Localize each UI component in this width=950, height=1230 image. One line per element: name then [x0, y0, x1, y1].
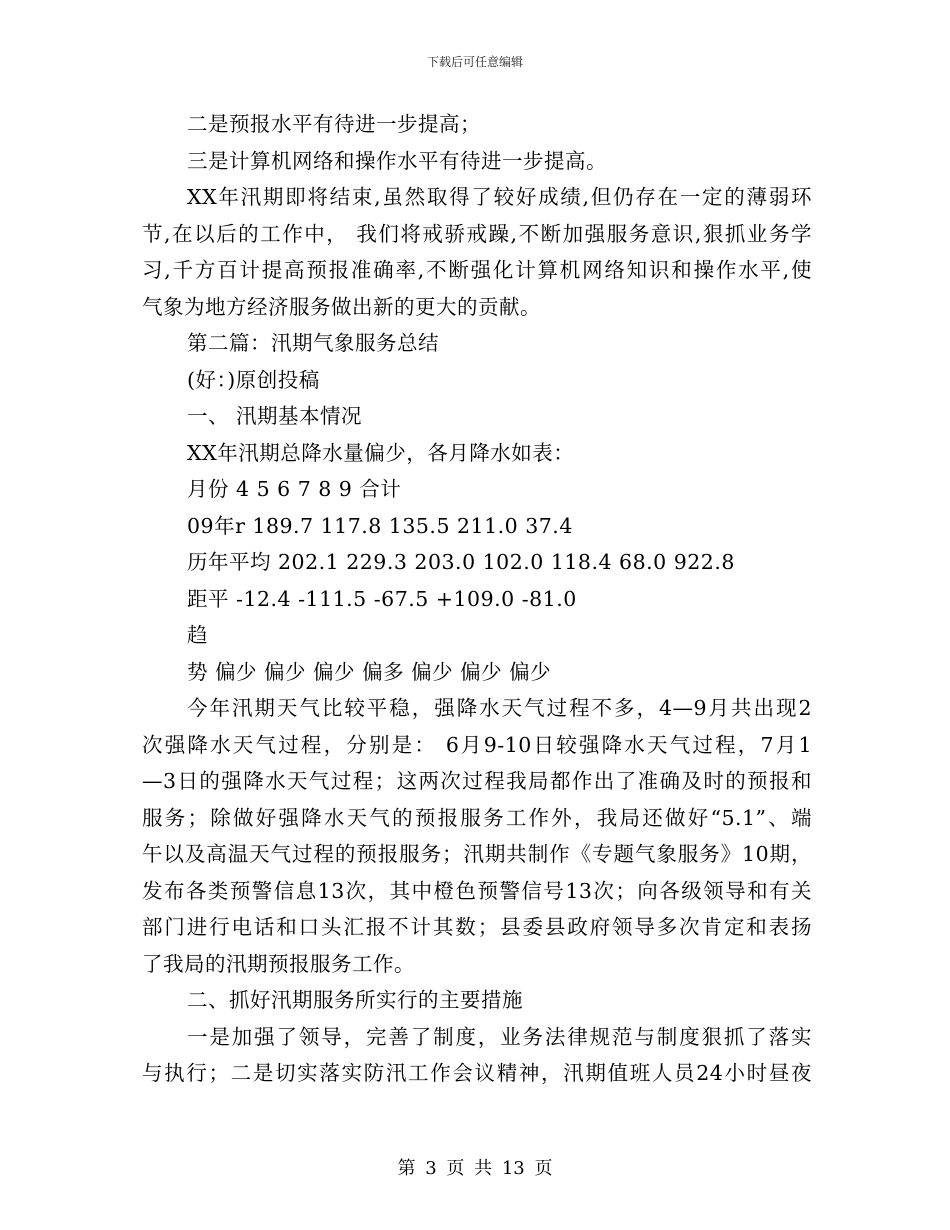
text-line: 了我局的汛期预报服务工作。 — [142, 951, 415, 976]
text-line: 午以及高温天气过程的预报服务；汛期共制作《专题气象服务》10期， — [142, 842, 812, 866]
document-body — [142, 106, 812, 1092]
text-line: 趋 — [187, 623, 208, 647]
text-line: —3日的强降水天气过程；这两次过程我局都作出了准确及时的预报和 — [142, 769, 812, 793]
text-line: XX年汛期总降水量偏少，各月降水如表： — [187, 440, 575, 465]
text-line: 习,千方百计提高预报准确率,不断强化计算机网络知识和操作水平,使 — [142, 258, 812, 282]
page-footer: 第 3 页 共 13 页 — [397, 1158, 553, 1179]
text-line: 历年平均 202.1 229.3 203.0 102.0 118.4 68.0 922.8 — [187, 550, 735, 574]
text-line: (好：)原创投稿 — [187, 367, 320, 392]
text-line: 三是计算机网络和操作水平有待进一步提高。 — [187, 148, 607, 173]
text-line: 一是加强了领导，完善了制度，业务法律规范与制度狠抓了落实 — [187, 1024, 812, 1049]
text-line: 距平 -12.4 -111.5 -67.5 +109.0 -81.0 — [187, 586, 577, 611]
text-line: 二、抓好汛期服务所实行的主要措施 — [187, 988, 523, 1012]
text-line: 与执行；二是切实落实防汛工作会议精神，汛期值班人员24小时昼夜 — [142, 1061, 812, 1085]
text-line: 二是预报水平有待进一步提高； — [187, 112, 481, 136]
text-line: 势 偏少 偏少 偏少 偏多 偏少 偏少 偏少 — [187, 659, 552, 684]
text-line: 节,在以后的工作中， 我们将戒骄戒躁,不断加强服务意识,狠抓业务学 — [142, 221, 812, 246]
text-line: 一、 汛期基本情况 — [187, 404, 363, 428]
text-line: 发布各类预警信息13次，其中橙色预警信号13次；向各级领导和有关 — [142, 878, 812, 903]
text-line: 今年汛期天气比较平稳，强降水天气过程不多，4—9月共出现2 — [187, 696, 812, 720]
text-line: 服务；除做好强降水天气的预报服务工作外，我局还做好“5.1”、端 — [142, 805, 812, 830]
text-line: 月份 4 5 6 7 8 9 合计 — [187, 477, 402, 501]
text-line: 第二篇：汛期气象服务总结 — [187, 331, 439, 355]
text-line: 部门进行电话和口头汇报不计其数；县委县政府领导多次肯定和表扬 — [142, 915, 812, 939]
text-line: 气象为地方经济服务做出新的更大的贡献。 — [142, 294, 541, 319]
text-line: XX年汛期即将结束,虽然取得了较好成绩,但仍存在一定的薄弱环 — [187, 185, 812, 209]
page-header: 下载后可任意编辑 — [426, 55, 523, 69]
text-line: 次强降水天气过程，分别是： 6月9-10日较强降水天气过程，7月1 — [142, 732, 812, 757]
text-line: 09年r 189.7 117.8 135.5 211.0 37.4 — [187, 513, 573, 538]
